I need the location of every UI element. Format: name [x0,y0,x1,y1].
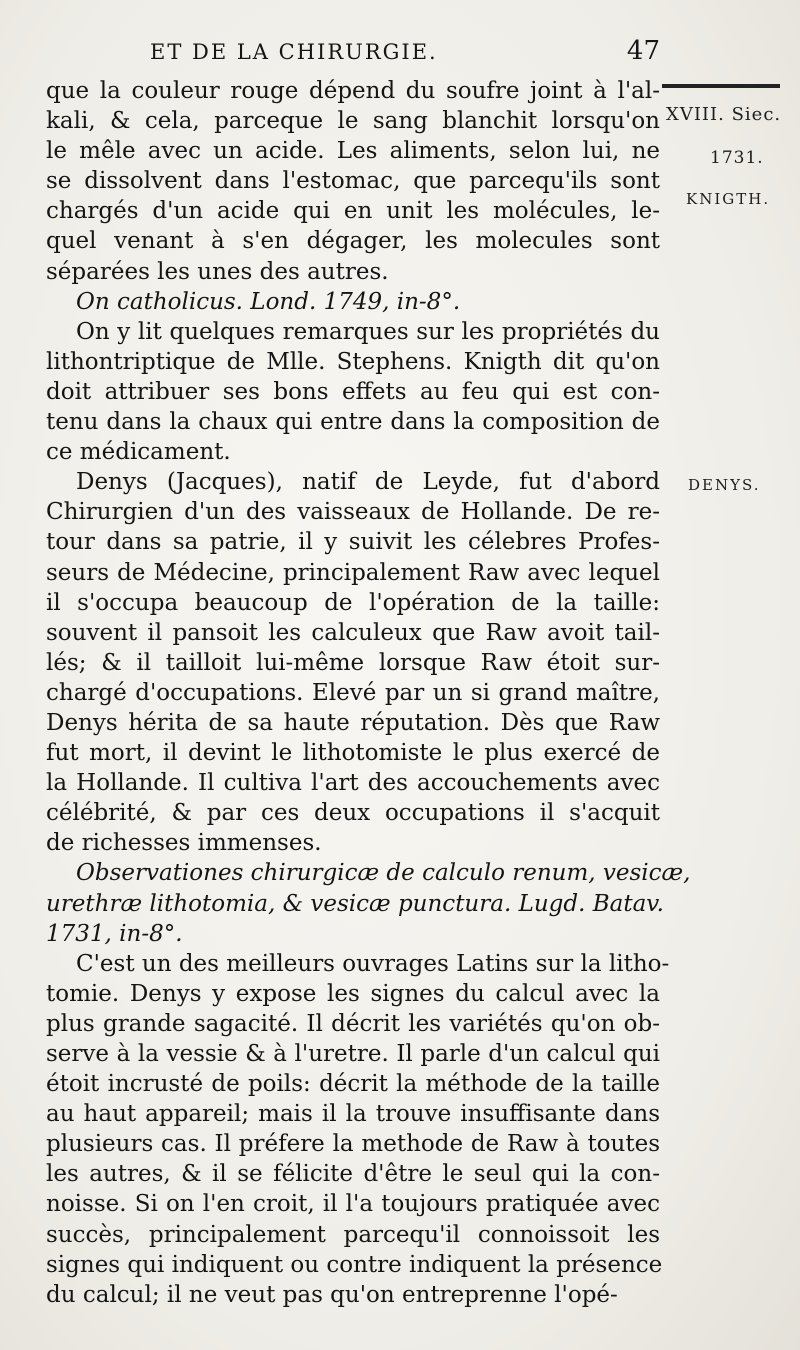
text-line: les autres, & il se félicite d'être le seul qui la con- [46,1161,660,1188]
text-line: du calcul; il ne veut pas qu'on entreprenne l'opé- [46,1281,618,1308]
book-title-entry [46,858,691,948]
text-line: célébrité, & par ces deux occupations il s'acquit [46,800,660,827]
text-line: Denys hérita de sa haute réputation. Dès que Raw [46,709,660,736]
margin-note-author-denys: DENYS. [688,476,761,494]
text-line: C'est un des meilleurs ouvrages Latins sur la litho- [76,950,670,977]
text-line: ce médicament. [46,439,231,466]
text-line: quel venant à s'en dégager, les molecules sont [46,228,660,255]
paragraph [46,76,660,287]
text-line: la Hollande. Il cultiva l'art des accouchements avec [46,770,660,797]
text-line: Denys (Jacques), natif de Leyde, fut d'abord [76,469,660,496]
text-line: signes qui indiquent ou contre indiquent la présence [46,1251,663,1278]
book-title-entry [46,287,660,317]
text-line: se dissolvent dans l'estomac, que parcequ'ils sont [46,168,660,195]
text-line: étoit incrusté de poils: décrit la méthode de la taille [46,1071,660,1098]
text-line: On y lit quelques remarques sur les propriétés du [76,318,660,345]
page-number: 47 [626,36,660,66]
margin-note-siecle: XVIII. Siec. [666,104,782,125]
text-line: de richesses immenses. [46,830,322,857]
text-line: 1731, in-8°. [46,920,183,947]
text-line: Observationes chirurgicæ de calculo renum, vesicæ, [76,860,691,887]
running-header [150,36,660,66]
paragraph [46,949,670,1310]
text-line: chargés d'un acide qui en unit les molécules, le- [46,198,660,225]
text-line: tenu dans la chaux qui entre dans la composition de [46,409,660,436]
text-line: kali, & cela, parceque le sang blanchit lorsqu'on [46,108,660,135]
text-line: noisse. Si on l'en croit, il l'a toujours pratiquée avec [46,1191,660,1218]
text-line: urethræ lithotomia, & vesicæ punctura. Lugd. Batav. [46,890,664,917]
text-line: le mêle avec un acide. Les aliments, selon lui, ne [46,138,660,165]
text-line: tour dans sa patrie, il y suivit les célebres Profes- [46,529,660,556]
text-line: plus grande sagacité. Il décrit les variétés qu'on ob- [46,1010,660,1037]
paragraph [46,317,660,467]
text-line: Chirurgien d'un des vaisseaux de Hollande. De re- [46,499,660,526]
text-line: serve à la vessie & à l'uretre. Il parle d'un calcul qui [46,1041,660,1067]
margin-note-author-knigth: KNIGTH. [686,190,771,208]
body-text [46,76,691,1310]
text-line: doit attribuer ses bons effets au feu qui est con- [46,378,660,405]
text-line: lithontriptique de Mlle. Stephens. Knigth dit qu'on [46,348,660,375]
paragraph [46,467,660,858]
text-line: plusieurs cas. Il préfere la methode de Raw à toutes [46,1131,660,1158]
text-line: fut mort, il devint le lithotomiste le plus exercé de [46,740,660,767]
text-line: que la couleur rouge dépend du soufre joint à l'al- [46,78,660,104]
text-line: tomie. Denys y expose les signes du calcul avec la [46,980,660,1007]
text-line: au haut appareil; mais il la trouve insuffisante dans [46,1101,660,1128]
margin-rule [662,84,780,88]
text-line: chargé d'occupations. Elevé par un si grand maître, [46,679,660,706]
text-line: seurs de Médecine, principalement Raw avec lequel [46,559,660,586]
text-line: lés; & il tailloit lui-même lorsque Raw étoit sur- [46,649,660,676]
text-line: séparées les unes des autres. [46,258,389,285]
text-line: succès, principalement parcequ'il connoissoit les [46,1221,660,1248]
running-title: ET DE LA CHIRURGIE. [150,40,438,64]
text-line: souvent il pansoit les calculeux que Raw avoit tail- [46,619,660,646]
text-line: On catholicus. Lond. 1749, in-8°. [76,288,461,315]
margin-note-year: 1731. [710,148,764,168]
text-line: il s'occupa beaucoup de l'opération de la taille: [46,589,660,616]
